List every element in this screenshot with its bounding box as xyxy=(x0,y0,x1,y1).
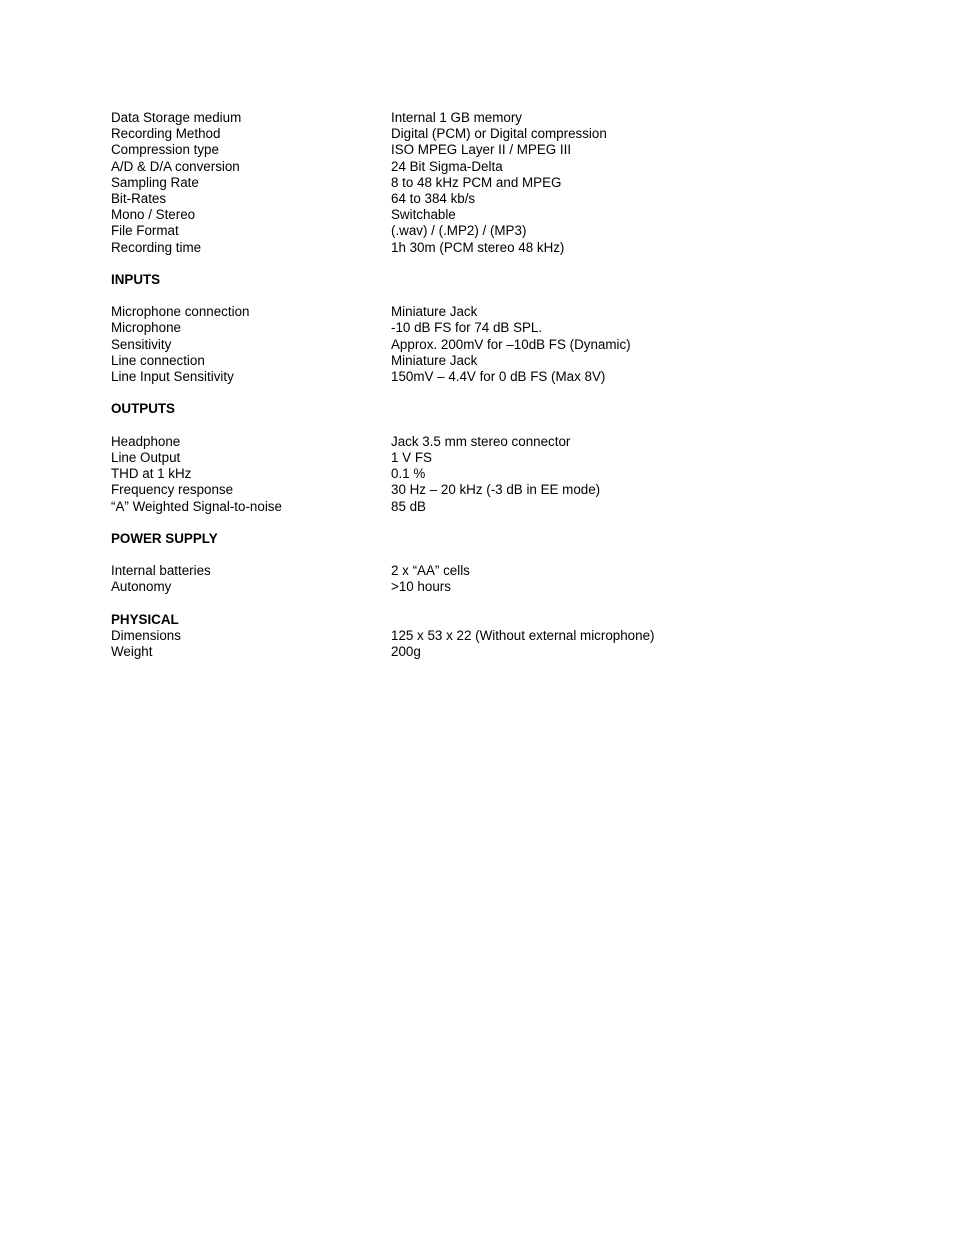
spec-row xyxy=(111,337,871,353)
spacer xyxy=(111,385,871,401)
spec-row xyxy=(111,142,871,158)
spec-label: Frequency response xyxy=(111,482,234,498)
spec-row xyxy=(111,320,871,336)
spec-section-general xyxy=(111,110,871,256)
spec-label: Sampling Rate xyxy=(111,174,199,190)
spec-row xyxy=(111,579,871,595)
spec-value: ISO MPEG Layer II / MPEG III xyxy=(391,142,572,158)
spec-value: 30 Hz – 20 kHz (-3 dB in EE mode) xyxy=(391,482,601,498)
spec-value: Switchable xyxy=(391,207,456,223)
spec-label: Headphone xyxy=(111,433,181,449)
spec-section-outputs xyxy=(111,401,871,514)
spec-row xyxy=(111,223,871,239)
spec-label: Bit-Rates xyxy=(111,190,167,206)
spec-value: 1 V FS xyxy=(391,449,432,465)
spec-row xyxy=(111,644,871,660)
spec-row xyxy=(111,353,871,369)
spec-row xyxy=(111,110,871,126)
spec-row xyxy=(111,434,871,450)
spec-value: 24 Bit Sigma-Delta xyxy=(391,158,503,174)
spec-value: 125 x 53 x 22 (Without external microphone) xyxy=(391,628,655,643)
spec-row xyxy=(111,369,871,385)
spec-row xyxy=(111,240,871,256)
spec-row xyxy=(111,191,871,207)
spec-row xyxy=(111,466,871,482)
spec-value: Approx. 200mV for –10dB FS (Dynamic) xyxy=(391,336,631,352)
spec-label: Weight xyxy=(111,644,153,660)
spec-value: Miniature Jack xyxy=(391,304,478,320)
spec-label: Line connection xyxy=(111,352,205,368)
spec-row xyxy=(111,628,871,644)
spec-label: Microphone xyxy=(111,320,181,336)
spec-label: Recording time xyxy=(111,239,202,255)
spec-row xyxy=(111,126,871,142)
spec-value: -10 dB FS for 74 dB SPL. xyxy=(391,320,543,336)
spacer xyxy=(111,288,871,304)
spec-label: Internal batteries xyxy=(111,563,211,579)
spec-label: Autonomy xyxy=(111,579,172,595)
spacer xyxy=(111,515,871,531)
spacer xyxy=(111,547,871,563)
spec-row xyxy=(111,563,871,579)
spec-value: 1h 30m (PCM stereo 48 kHz) xyxy=(391,239,565,255)
spec-label: Sensitivity xyxy=(111,336,172,352)
spec-value: Digital (PCM) or Digital compression xyxy=(391,126,607,142)
section-heading: POWER SUPPLY xyxy=(111,530,218,546)
spec-value: 64 to 384 kb/s xyxy=(391,190,476,206)
spec-label: Data Storage medium xyxy=(111,110,242,125)
spec-label: File Format xyxy=(111,223,179,239)
spec-value: 2 x “AA” cells xyxy=(391,563,470,579)
spec-value: Internal 1 GB memory xyxy=(391,110,522,125)
spec-row xyxy=(111,499,871,515)
spec-value: 200g xyxy=(391,644,421,660)
section-heading: OUTPUTS xyxy=(111,401,175,417)
spec-section-inputs xyxy=(111,272,871,385)
spec-section-power-supply xyxy=(111,531,871,596)
spec-row xyxy=(111,175,871,191)
spec-row xyxy=(111,482,871,498)
spec-value: (.wav) / (.MP2) / (MP3) xyxy=(391,223,527,239)
spec-value: Miniature Jack xyxy=(391,352,478,368)
spec-label: Recording Method xyxy=(111,126,221,142)
spec-sheet xyxy=(111,110,871,660)
spec-label: Mono / Stereo xyxy=(111,207,196,223)
spec-label: Dimensions xyxy=(111,628,181,643)
spec-value: 0.1 % xyxy=(391,466,426,482)
spacer xyxy=(111,418,871,434)
spec-label: THD at 1 kHz xyxy=(111,466,192,482)
spec-value: 85 dB xyxy=(391,498,426,514)
spec-value: Jack 3.5 mm stereo connector xyxy=(391,433,571,449)
spec-label: Line Output xyxy=(111,449,181,465)
spec-row xyxy=(111,450,871,466)
spec-value: 8 to 48 kHz PCM and MPEG xyxy=(391,174,562,190)
spec-value: 150mV – 4.4V for 0 dB FS (Max 8V) xyxy=(391,369,606,384)
spacer xyxy=(111,256,871,272)
spec-row xyxy=(111,159,871,175)
section-heading: PHYSICAL xyxy=(111,611,179,627)
spec-row xyxy=(111,207,871,223)
spec-label: A/D & D/A conversion xyxy=(111,158,240,174)
spec-label: “A” Weighted Signal-to-noise xyxy=(111,498,282,514)
spec-label: Compression type xyxy=(111,142,219,158)
spec-value: >10 hours xyxy=(391,579,451,595)
spec-label: Line Input Sensitivity xyxy=(111,369,234,384)
spec-section-physical xyxy=(111,612,871,661)
spec-label: Microphone connection xyxy=(111,304,250,320)
spacer xyxy=(111,596,871,612)
section-heading: INPUTS xyxy=(111,271,161,287)
spec-row xyxy=(111,304,871,320)
